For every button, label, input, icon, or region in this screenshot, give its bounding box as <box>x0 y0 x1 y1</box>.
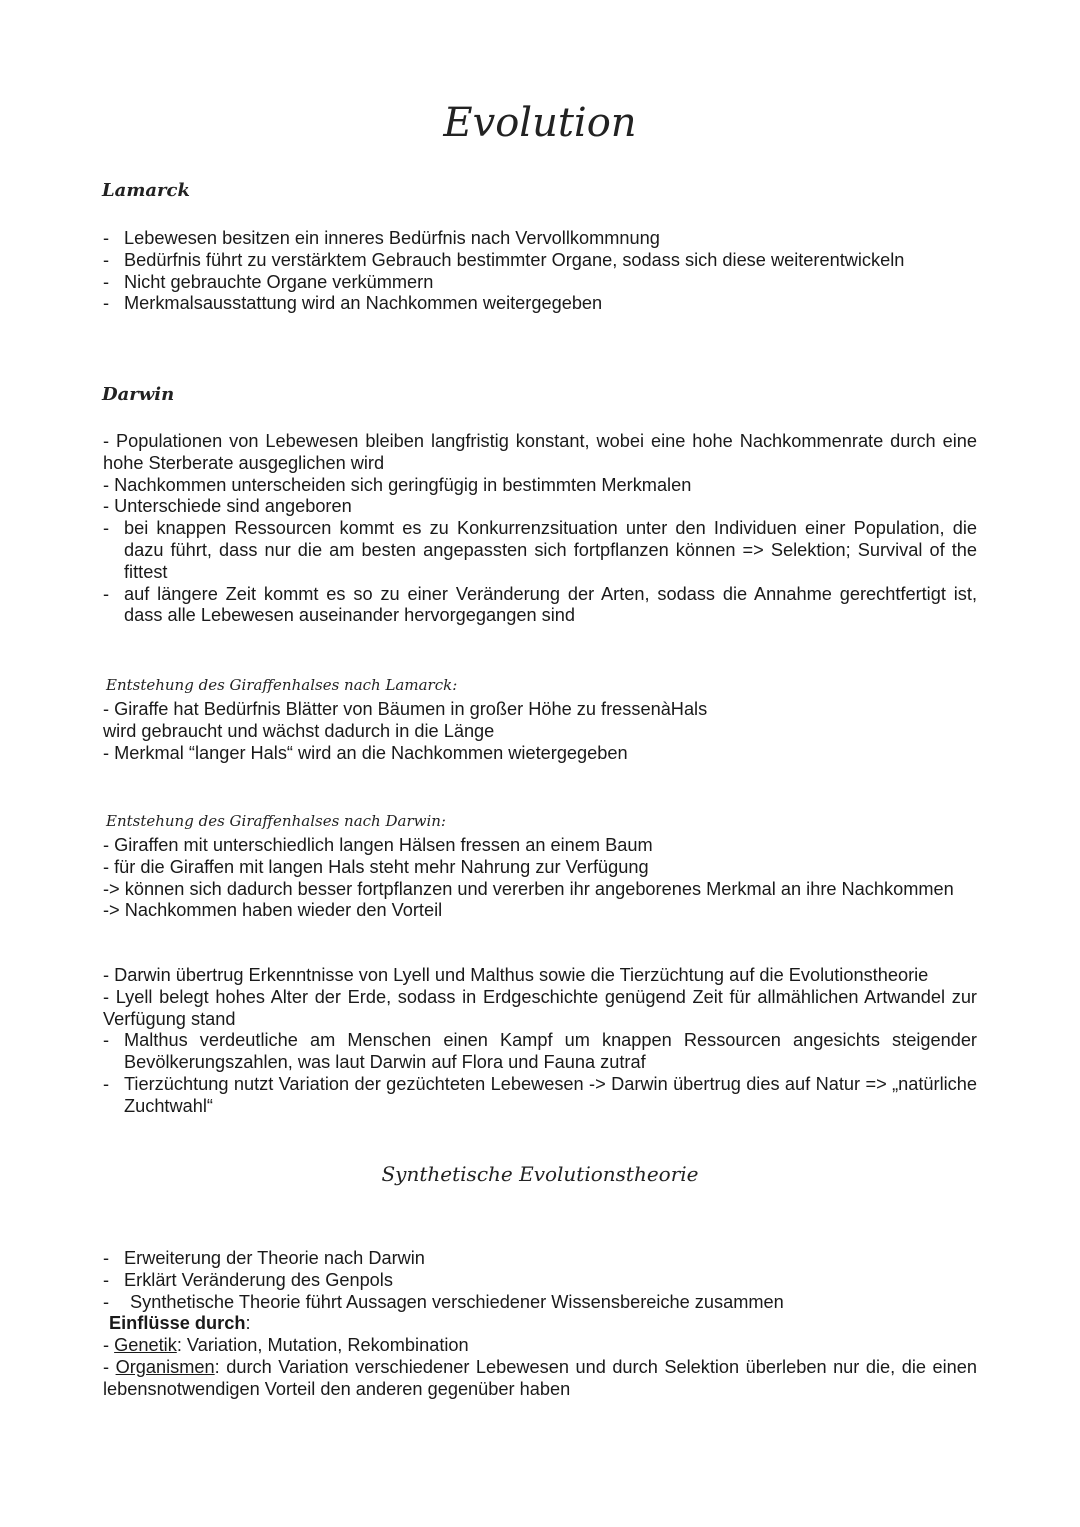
list-item <box>103 1074 977 1118</box>
bullet-dash: - <box>103 1269 110 1290</box>
synthetic-text <box>103 1248 977 1401</box>
list-item <box>103 250 977 272</box>
list-item <box>103 1248 977 1270</box>
bullet-dash: - <box>103 1291 110 1312</box>
bullet-dash: - <box>103 583 110 604</box>
giraffe-darwin-text <box>103 835 977 922</box>
list-item <box>103 228 977 250</box>
paragraph: - Darwin übertrug Erkenntnisse von Lyell und Malthus sowie die Tierzüchtung auf die Evolutionstheorie <box>103 965 929 985</box>
list-item <box>103 1030 977 1074</box>
text-line: - Giraffe hat Bedürfnis Blätter von Bäumen in großer Höhe zu fressenàHals <box>103 699 708 719</box>
list-item <box>103 293 977 315</box>
heading-giraffe-darwin: Entstehung des Giraffenhalses nach Darwin: <box>106 812 446 830</box>
list-item-text: Synthetische Theorie führt Aussagen verschiedener Wissensbereiche zusammen <box>130 1291 784 1312</box>
bullet-dash: - <box>103 228 110 248</box>
text-line: - Giraffen mit unterschiedlich langen Hälsen fressen an einem Baum <box>103 835 653 855</box>
list-item-text: Tierzüchtung nutzt Variation der gezüchteten Lebewesen -> Darwin übertrug dies auf Natur => „natürliche Zuchtwahl“ <box>124 1073 977 1116</box>
organismen-text: : durch Variation verschiedener Lebewesen und durch Selektion überleben nur die, die einen lebensnotwendigen Vorteil den anderen gegenüber haben <box>103 1356 977 1399</box>
list-item-text: auf längere Zeit kommt es so zu einer Veränderung der Arten, sodass die Annahme gerechtfertigt ist, dass alle Lebewesen auseinander hervorgegangen sind <box>124 583 977 626</box>
list-item <box>103 584 977 628</box>
influences-label-line <box>103 1313 977 1335</box>
list-item-text: - Unterschiede sind angeboren <box>103 496 352 517</box>
list-item-text: Erklärt Veränderung des Genpols <box>124 1269 393 1290</box>
list-item <box>103 1270 977 1292</box>
influences-colon: : <box>245 1313 251 1334</box>
heading-synthetic: Synthetische Evolutionstheorie <box>381 1162 699 1186</box>
list-item <box>103 1357 977 1401</box>
list-item <box>103 1292 977 1314</box>
list-item-text: - Nachkommen unterscheiden sich geringfügig in bestimmten Merkmalen <box>103 474 692 495</box>
text-line: -> Nachkommen haben wieder den Vorteil <box>103 900 443 921</box>
text-line: wird gebraucht und wächst dadurch in die Länge <box>103 720 495 741</box>
genetik-text: : Variation, Mutation, Rekombination <box>176 1335 469 1356</box>
organismen-term: Organismen <box>115 1356 215 1377</box>
text-line: - Merkmal “langer Hals“ wird an die Nachkommen wietergegeben <box>103 742 628 763</box>
heading-darwin: Darwin <box>102 384 175 405</box>
organismen-prefix: - <box>103 1356 116 1377</box>
genetik-term: Genetik <box>114 1335 177 1356</box>
heading-giraffe-lamarck: Entstehung des Giraffenhalses nach Lamarck: <box>106 676 458 694</box>
heading-lamarck: Lamarck <box>102 180 190 201</box>
bullet-dash: - <box>103 271 110 292</box>
list-item-text: Erweiterung der Theorie nach Darwin <box>124 1248 425 1268</box>
list-item-text: Bedürfnis führt zu verstärktem Gebrauch bestimmter Organe, sodass sich diese weiterentwickeln <box>124 249 905 270</box>
bullet-dash: - <box>103 293 110 314</box>
bullet-dash: - <box>103 518 110 539</box>
influences-label: Einflüsse durch <box>109 1313 246 1334</box>
paragraph: - Lyell belegt hohes Alter der Erde, sodass in Erdgeschichte genügend Zeit für allmählichen Artwandel zur Verfügung stand <box>103 986 977 1029</box>
page-title: Evolution <box>443 100 637 146</box>
list-item-text: Lebewesen besitzen ein inneres Bedürfnis nach Vervollkommnung <box>124 228 660 248</box>
list-item-text: - Populationen von Lebewesen bleiben langfristig konstant, wobei eine hohe Nachkommenrate durch eine hohe Sterberate ausgeglichen wird <box>103 431 977 473</box>
list-item-text: Nicht gebrauchte Organe verkümmern <box>124 271 434 292</box>
bullet-dash: - <box>103 1030 110 1051</box>
text-line: -> können sich dadurch besser fortpflanzen und vererben ihr angeborenes Merkmal an ihre Nachkommen <box>103 878 954 899</box>
influences-text <box>103 965 977 1118</box>
list-item-text: Malthus verdeutliche am Menschen einen Kampf um knappen Ressourcen angesichts steigender Bevölkerungszahlen, was laut Darwin auf Flora und Fauna zutraf <box>124 1030 977 1073</box>
list-item <box>103 1335 977 1357</box>
text-line: - für die Giraffen mit langen Hals steht mehr Nahrung zur Verfügung <box>103 856 649 877</box>
bullet-dash: - <box>103 249 110 270</box>
darwin-list <box>103 431 977 627</box>
bullet-dash: - <box>103 1073 110 1094</box>
list-item-text: Merkmalsausstattung wird an Nachkommen weitergegeben <box>124 293 603 314</box>
list-item <box>103 272 977 294</box>
giraffe-lamarck-text <box>103 699 977 764</box>
genetik-prefix: - <box>103 1335 115 1356</box>
bullet-dash: - <box>103 1248 110 1268</box>
list-item-text: bei knappen Ressourcen kommt es zu Konkurrenzsituation unter den Individuen einer Population, die dazu führt, dass nur die am besten angepassten sich fortpflanzen können => Selektion; Survival of the fittest <box>124 518 977 582</box>
lamarck-list <box>103 228 977 315</box>
list-item <box>103 518 977 583</box>
